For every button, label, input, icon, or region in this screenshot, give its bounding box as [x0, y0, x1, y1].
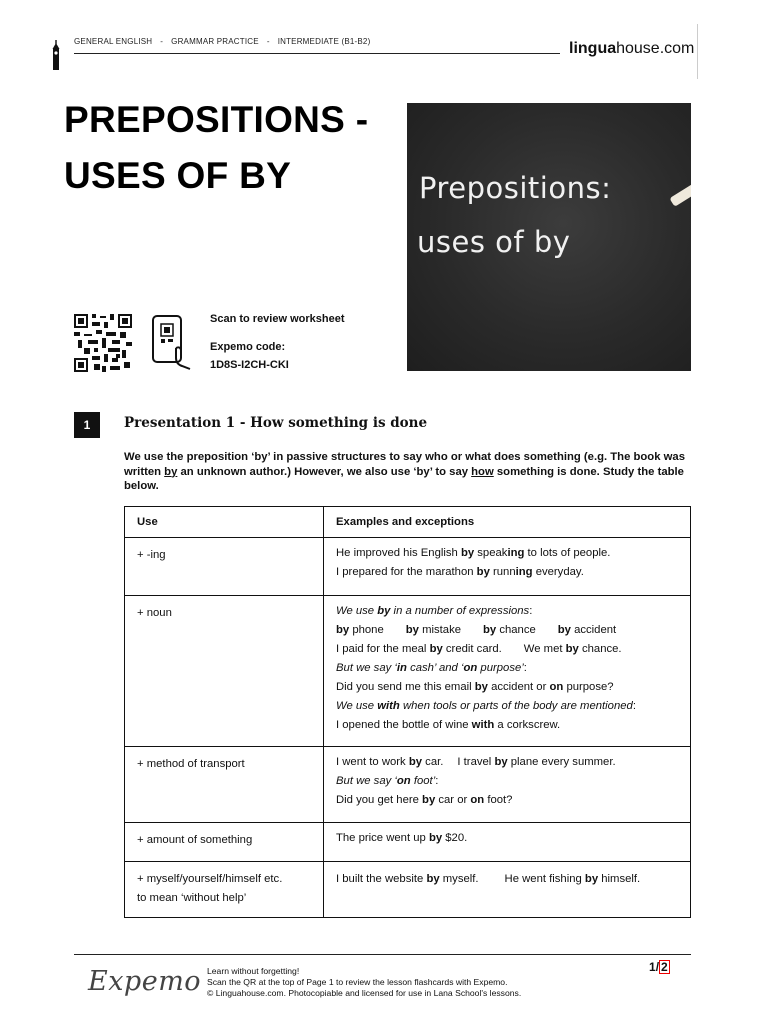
column-header-use: Use: [125, 507, 324, 538]
page-separator: /: [655, 960, 660, 974]
brand-logo: [569, 40, 694, 58]
intro-underlined: by: [164, 465, 178, 478]
scan-label: Scan to review worksheet: [210, 313, 345, 325]
intro-text: We use the preposition ‘by’ in passive structures to say who or what does something (e.g. The book was written: [124, 451, 685, 478]
brand-logo-bold: lingua: [569, 40, 617, 57]
phone-scan-icon: [150, 314, 192, 372]
uses-table: [124, 506, 691, 918]
use-cell-line: + myself/yourself/himself etc.: [137, 873, 283, 885]
example-line: The price went up by $20.: [336, 832, 468, 844]
example-note: But we say ‘on foot’:: [336, 775, 439, 787]
header-divider: [74, 53, 560, 54]
chalkboard-image: [407, 103, 691, 371]
use-cell: + noun: [125, 596, 324, 747]
section-intro: [124, 450, 692, 494]
example-line: I prepared for the marathon by running everyday.: [336, 566, 584, 578]
big-ben-icon: [50, 40, 62, 70]
use-cell-line: to mean ‘without help’: [137, 892, 247, 904]
examples-cell: [324, 862, 691, 918]
page-header: [0, 0, 768, 80]
example-line: Did you get here by car or on foot?: [336, 794, 513, 806]
intro-underlined: how: [471, 465, 494, 478]
breadcrumb-separator: -: [160, 37, 164, 46]
examples-cell: [324, 823, 691, 862]
example-note: We use with when tools or parts of the body are mentioned:: [336, 700, 636, 712]
intro-text: something is done. Study the table below.: [124, 465, 684, 492]
table-row: [125, 862, 691, 918]
examples-cell: [324, 538, 691, 596]
page-current: 1: [649, 960, 656, 974]
footer-line: Learn without forgetting!: [207, 966, 300, 976]
example-line: I went to work by car. I travel by plane every summer.: [336, 756, 616, 768]
intro-text: an unknown author.) However, we also use ‘by’ to say: [177, 465, 472, 478]
example-line: Did you send me this email by accident or on purpose?: [336, 681, 614, 693]
page-title-line: USES OF BY: [64, 155, 292, 196]
example-note: But we say ‘in cash’ and ‘on purpose’:: [336, 662, 527, 674]
expemo-logo: Expemo: [88, 966, 202, 997]
expemo-code-label: Expemo code:: [210, 341, 286, 353]
page-total-link[interactable]: 2: [661, 960, 668, 974]
use-cell: + amount of something: [125, 823, 324, 862]
brand-logo-rest: house.com: [616, 40, 695, 57]
example-line: I opened the bottle of wine with a corkscrew.: [336, 719, 561, 731]
page-title-line: PREPOSITIONS -: [64, 99, 369, 140]
example-note: We use by in a number of expressions:: [336, 605, 533, 617]
section-title: Presentation 1 - How something is done: [124, 415, 428, 431]
use-cell: + method of transport: [125, 747, 324, 823]
use-cell: + -ing: [125, 538, 324, 596]
breadcrumb: [74, 37, 370, 46]
breadcrumb-item: INTERMEDIATE (B1-B2): [277, 37, 371, 46]
page-title: [64, 92, 394, 204]
examples-cell: [324, 596, 691, 747]
chalk-stick: [669, 177, 691, 207]
header-vertical-line: [697, 24, 698, 79]
section-number-badge: 1: [74, 412, 100, 438]
table-row: [125, 823, 691, 862]
chalkboard-text: uses of by: [417, 225, 571, 259]
expemo-code-value: 1D8S-I2CH-CKI: [210, 359, 289, 371]
chalkboard-text: Prepositions:: [419, 171, 612, 205]
table-header-row: [125, 507, 691, 538]
example-line: I paid for the meal by credit card. We met by chance.: [336, 643, 622, 655]
use-cell: [125, 862, 324, 918]
table-row: [125, 538, 691, 596]
qr-code-icon[interactable]: [74, 314, 132, 372]
page-indicator: [649, 960, 670, 974]
table-row: [125, 747, 691, 823]
footer-line: Scan the QR at the top of Page 1 to review the lesson flashcards with Expemo.: [207, 977, 508, 987]
table-row: [125, 596, 691, 747]
footer-divider: [74, 954, 691, 955]
example-line: by phone by mistake by chance by accident: [336, 624, 617, 636]
example-line: He improved his English by speaking to lots of people.: [336, 547, 611, 559]
breadcrumb-separator: -: [266, 37, 270, 46]
examples-cell: [324, 747, 691, 823]
example-line: I built the website by myself. He went fishing by himself.: [336, 873, 641, 885]
footer-text: [207, 966, 521, 999]
breadcrumb-item: GRAMMAR PRACTICE: [171, 37, 259, 46]
column-header-examples: Examples and exceptions: [324, 507, 691, 538]
breadcrumb-item: GENERAL ENGLISH: [74, 37, 153, 46]
footer-line: © Linguahouse.com. Photocopiable and licensed for use in Lana School's lessons.: [207, 988, 522, 998]
